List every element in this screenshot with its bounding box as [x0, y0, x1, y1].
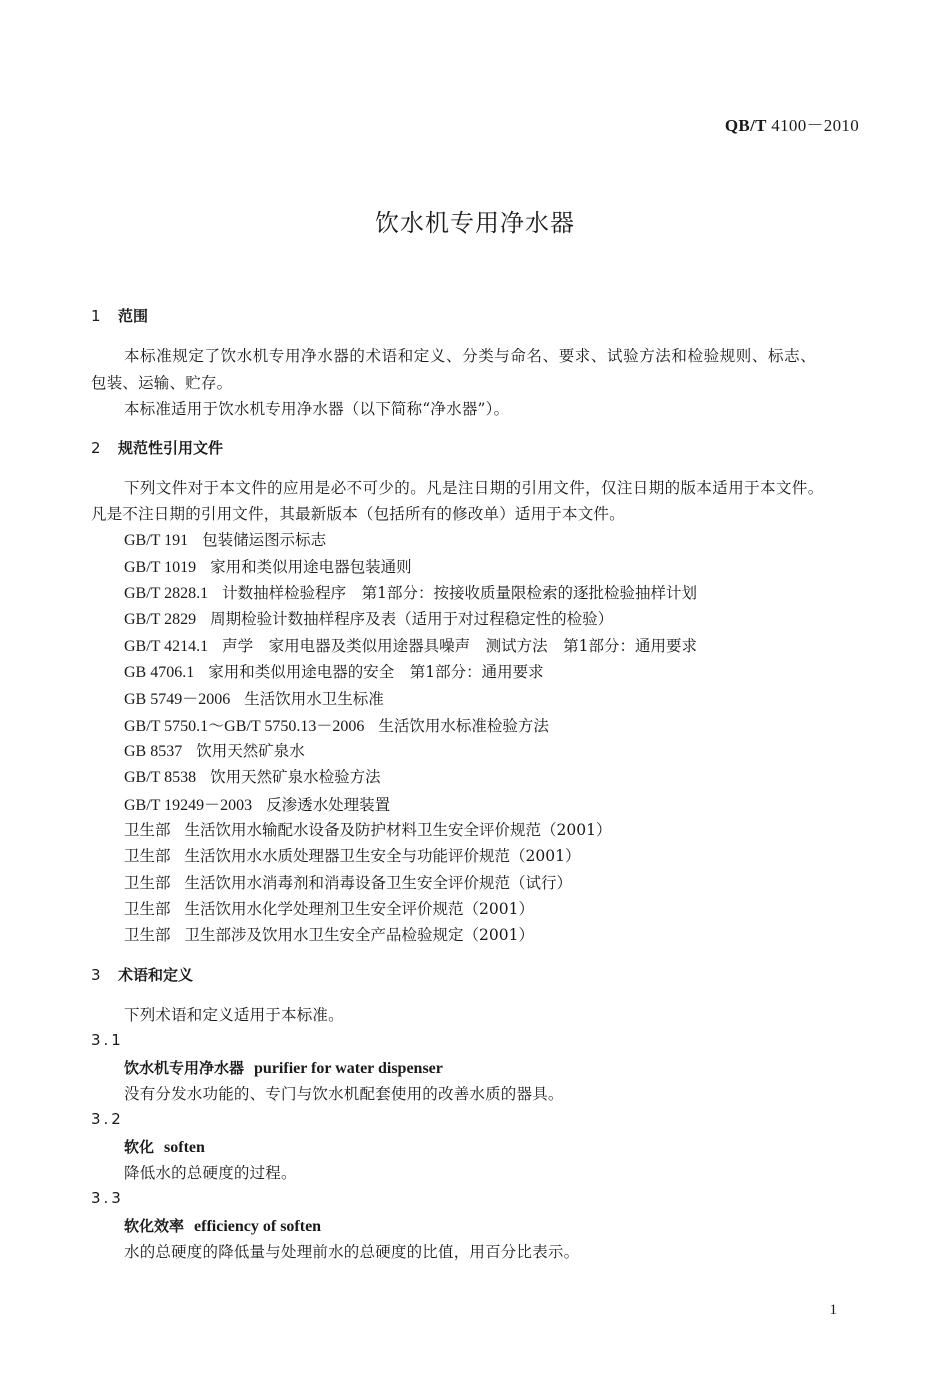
standard-code: 4100－2010 [771, 116, 859, 135]
reference-code: GB/T 2829 [124, 611, 197, 628]
reference-code: GB 5749－2006 [124, 691, 231, 708]
reference-item [124, 765, 381, 787]
section-number: 1 [91, 307, 101, 325]
paragraph: 本标准规定了饮水机专用净水器的术语和定义、分类与命名、要求、试验方法和检验规则、标志、 [124, 347, 817, 365]
reference-item [124, 923, 534, 945]
reference-item [124, 792, 390, 815]
reference-title: 包装储运图示标志 [202, 531, 327, 549]
reference-item [124, 844, 580, 866]
reference-title: 生活饮用水化学处理剂卫生安全评价规范（2001） [184, 900, 534, 918]
reference-item [124, 871, 572, 893]
reference-title: 家用和类似用途电器包装通则 [210, 558, 412, 576]
section-1-heading [91, 305, 148, 326]
reference-code: 卫生部 [124, 874, 171, 892]
section-number: 3 [91, 966, 101, 984]
term-english: soften [164, 1139, 205, 1156]
reference-item [124, 897, 534, 919]
term-english: purifier for water dispenser [254, 1060, 443, 1077]
reference-title: 生活饮用水输配水设备及防护材料卫生安全评价规范（2001） [184, 821, 612, 839]
standard-prefix: QB/T [724, 116, 767, 135]
paragraph: 本标准适用于饮水机专用净水器（以下简称“净水器”）。 [124, 400, 510, 418]
reference-code: GB/T 1019 [124, 559, 197, 576]
section-title: 术语和定义 [118, 966, 194, 984]
section-title: 规范性引用文件 [118, 439, 224, 457]
reference-item [124, 739, 305, 761]
reference-code: GB/T 19249－2003 [124, 797, 253, 814]
reference-code: GB/T 4214.1 [124, 638, 209, 655]
reference-title: 计数抽样检验程序 第1部分：按接收质量限检索的逐批检验抽样计划 [222, 584, 698, 602]
clause-number: 3.2 [91, 1110, 124, 1128]
reference-code: GB/T 191 [124, 532, 189, 549]
reference-title: 生活饮用水标准检验方法 [378, 717, 549, 735]
reference-item [124, 607, 613, 629]
paragraph: 下列文件对于本文件的应用是必不可少的。凡是注日期的引用文件，仅注日期的版本适用于本文件。 [124, 479, 824, 497]
paragraph: 凡是不注日期的引用文件，其最新版本（包括所有的修改单）适用于本文件。 [91, 505, 625, 523]
section-2-heading [91, 437, 223, 458]
reference-code: 卫生部 [124, 821, 171, 839]
section-number: 2 [91, 439, 101, 457]
reference-item [124, 634, 697, 656]
term-entry [124, 1215, 321, 1236]
reference-code: 卫生部 [124, 926, 171, 944]
reference-code: GB/T 2828.1 [124, 585, 209, 602]
term-chinese: 软化 [124, 1138, 155, 1156]
reference-title: 饮用天然矿泉水 [196, 742, 305, 760]
standard-number [725, 111, 859, 136]
term-entry [124, 1136, 205, 1157]
reference-code: 卫生部 [124, 900, 171, 918]
document-title: 饮水机专用净水器 [375, 209, 575, 237]
reference-item [124, 660, 544, 682]
reference-item [124, 818, 611, 840]
reference-item [124, 528, 326, 550]
reference-title: 饮用天然矿泉水检验方法 [210, 768, 381, 786]
clause-number: 3.3 [91, 1189, 124, 1207]
section-title: 范围 [118, 307, 149, 325]
reference-title: 声学 家用电器及类似用途器具噪声 测试方法 第1部分：通用要求 [222, 637, 698, 655]
reference-code: GB 4706.1 [124, 664, 195, 681]
reference-item [124, 581, 697, 603]
reference-code: GB 8537 [124, 743, 183, 760]
reference-title: 周期检验计数抽样程序及表（适用于对过程稳定性的检验） [210, 610, 614, 628]
term-definition: 降低水的总硬度的过程。 [124, 1164, 297, 1182]
reference-title: 生活饮用水卫生标准 [244, 690, 384, 708]
term-english: efficiency of soften [194, 1218, 322, 1235]
section-3-heading [91, 964, 193, 985]
reference-code: GB/T 5750.1～GB/T 5750.13－2006 [124, 718, 365, 735]
term-definition: 没有分发水功能的、专门与饮水机配套使用的改善水质的器具。 [124, 1085, 564, 1103]
reference-title: 家用和类似用途电器的安全 第1部分：通用要求 [208, 663, 544, 681]
term-chinese: 软化效率 [124, 1217, 185, 1235]
reference-item [124, 686, 384, 709]
reference-title: 生活饮用水水质处理器卫生安全与功能评价规范（2001） [184, 847, 581, 865]
page-number: 1 [829, 1302, 837, 1318]
reference-title: 反渗透水处理装置 [266, 796, 391, 814]
clause-number: 3.1 [91, 1031, 124, 1049]
reference-item [124, 713, 549, 736]
term-chinese: 饮水机专用净水器 [124, 1059, 245, 1077]
term-entry [124, 1057, 443, 1078]
reference-title: 卫生部涉及饮用水卫生安全产品检验规定（2001） [184, 926, 534, 944]
paragraph: 下列术语和定义适用于本标准。 [124, 1006, 344, 1024]
term-definition: 水的总硬度的降低量与处理前水的总硬度的比值，用百分比表示。 [124, 1243, 580, 1261]
reference-code: GB/T 8538 [124, 769, 197, 786]
reference-code: 卫生部 [124, 847, 171, 865]
paragraph: 包装、运输、贮存。 [91, 374, 233, 392]
reference-item [124, 555, 412, 577]
reference-title: 生活饮用水消毒剂和消毒设备卫生安全评价规范（试行） [184, 874, 573, 892]
